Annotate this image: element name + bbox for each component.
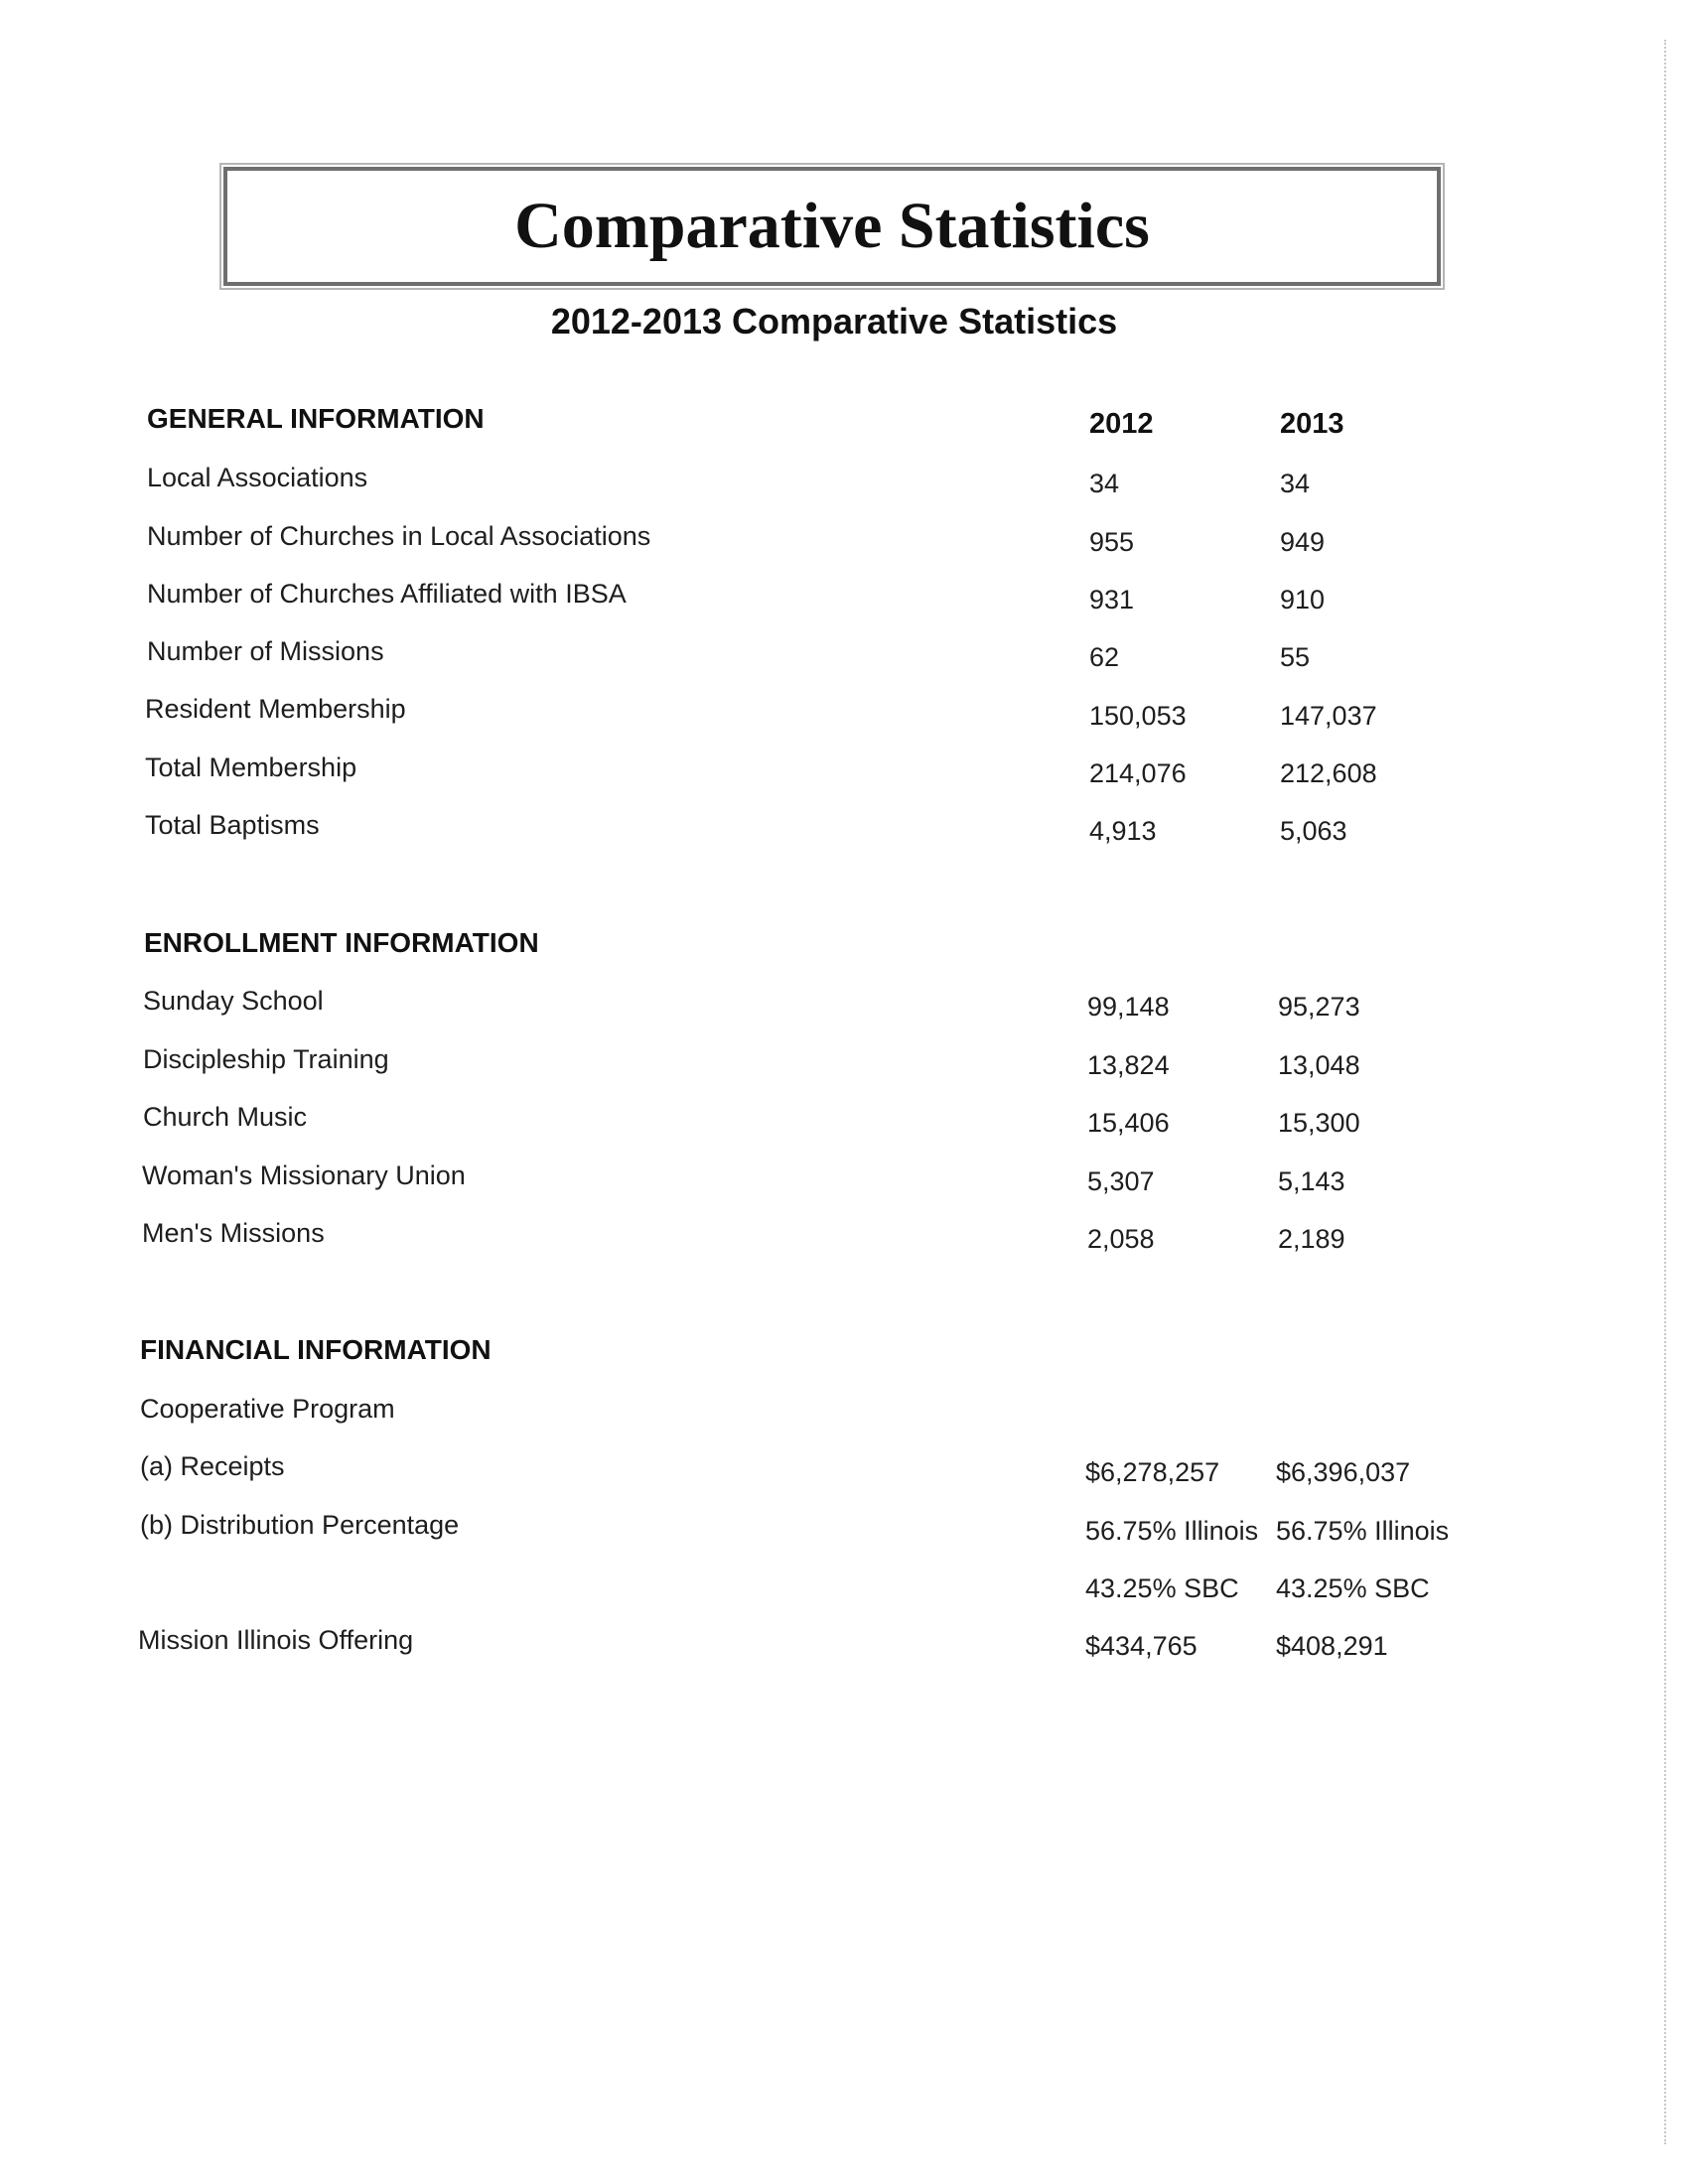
row-label-church-music: Church Music bbox=[143, 1102, 308, 1132]
enrollment-info-header: ENROLLMENT INFORMATION bbox=[144, 927, 539, 958]
cell-resident-membership-2012: 150,053 bbox=[1089, 701, 1187, 731]
row-label-resident-membership: Resident Membership bbox=[145, 694, 406, 724]
title-box bbox=[223, 167, 1441, 286]
cell-distribution-illinois-2012: 56.75% Illinois bbox=[1085, 1516, 1259, 1546]
cell-church-music-2012: 15,406 bbox=[1087, 1108, 1170, 1138]
page-subtitle: 2012-2013 Comparative Statistics bbox=[550, 301, 1118, 341]
cell-total-baptisms-2012: 4,913 bbox=[1089, 816, 1157, 846]
row-label-missions: Number of Missions bbox=[147, 636, 384, 666]
cell-distribution-illinois-2013: 56.75% Illinois bbox=[1276, 1516, 1450, 1546]
row-label-mens-missions: Men's Missions bbox=[142, 1218, 325, 1248]
cell-missions-2012: 62 bbox=[1089, 642, 1120, 672]
cell-distribution-sbc-2012: 43.25% SBC bbox=[1085, 1573, 1239, 1603]
cell-mission-illinois-offering-2013: $408,291 bbox=[1276, 1631, 1388, 1661]
cell-sunday-school-2012: 99,148 bbox=[1087, 992, 1170, 1022]
year-header-2013: 2013 bbox=[1280, 408, 1344, 440]
row-label-receipts: (a) Receipts bbox=[140, 1451, 285, 1481]
page-title: Comparative Statistics bbox=[514, 190, 1150, 262]
cell-churches-local-2013: 949 bbox=[1280, 527, 1326, 557]
cell-receipts-2013: $6,396,037 bbox=[1276, 1457, 1411, 1487]
cell-womans-missionary-union-2013: 5,143 bbox=[1278, 1166, 1345, 1196]
cell-total-membership-2012: 214,076 bbox=[1089, 758, 1187, 788]
cell-distribution-sbc-2013: 43.25% SBC bbox=[1276, 1573, 1430, 1603]
row-label-discipleship-training: Discipleship Training bbox=[143, 1044, 389, 1074]
scan-edge-artifact bbox=[1664, 40, 1668, 2144]
cell-mens-missions-2012: 2,058 bbox=[1087, 1224, 1155, 1254]
row-label-sunday-school: Sunday School bbox=[143, 986, 324, 1016]
cell-churches-local-2012: 955 bbox=[1089, 527, 1135, 557]
cell-churches-ibsa-2012: 931 bbox=[1089, 585, 1135, 614]
year-header-2012: 2012 bbox=[1089, 408, 1154, 440]
cell-mission-illinois-offering-2012: $434,765 bbox=[1085, 1631, 1198, 1661]
cell-missions-2013: 55 bbox=[1280, 642, 1311, 672]
row-label-distribution-percentage: (b) Distribution Percentage bbox=[140, 1510, 460, 1540]
general-info-header: GENERAL INFORMATION bbox=[147, 403, 485, 434]
cell-church-music-2013: 15,300 bbox=[1278, 1108, 1360, 1138]
cell-total-membership-2013: 212,608 bbox=[1280, 758, 1377, 788]
financial-info-header: FINANCIAL INFORMATION bbox=[140, 1334, 492, 1365]
cell-discipleship-training-2012: 13,824 bbox=[1087, 1050, 1170, 1080]
row-label-total-baptisms: Total Baptisms bbox=[145, 810, 320, 840]
row-label-churches-ibsa: Number of Churches Affiliated with IBSA bbox=[147, 579, 627, 609]
cell-mens-missions-2013: 2,189 bbox=[1278, 1224, 1345, 1254]
row-label-local-associations: Local Associations bbox=[147, 463, 368, 492]
cell-discipleship-training-2013: 13,048 bbox=[1278, 1050, 1360, 1080]
row-label-churches-local: Number of Churches in Local Associations bbox=[147, 521, 651, 551]
cell-sunday-school-2013: 95,273 bbox=[1278, 992, 1360, 1022]
cell-receipts-2012: $6,278,257 bbox=[1085, 1457, 1220, 1487]
cell-churches-ibsa-2013: 910 bbox=[1280, 585, 1326, 614]
cell-womans-missionary-union-2012: 5,307 bbox=[1087, 1166, 1155, 1196]
row-label-cooperative-program: Cooperative Program bbox=[140, 1394, 395, 1424]
cell-local-associations-2012: 34 bbox=[1089, 469, 1120, 498]
cell-local-associations-2013: 34 bbox=[1280, 469, 1311, 498]
row-label-womans-missionary-union: Woman's Missionary Union bbox=[142, 1160, 466, 1190]
row-label-mission-illinois-offering: Mission Illinois Offering bbox=[138, 1625, 414, 1655]
row-label-total-membership: Total Membership bbox=[145, 752, 357, 782]
cell-resident-membership-2013: 147,037 bbox=[1280, 701, 1377, 731]
cell-total-baptisms-2013: 5,063 bbox=[1280, 816, 1347, 846]
